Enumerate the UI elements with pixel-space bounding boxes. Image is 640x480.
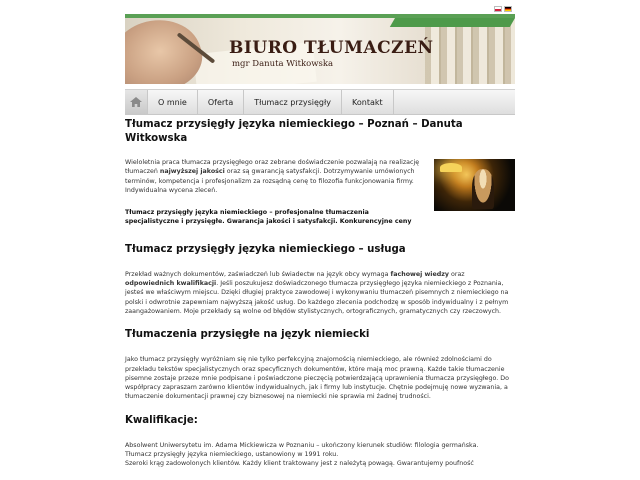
section-tlumaczenia-text: Jako tłumacz przysięgły wyróżniam się nie tylko perfekcyjną znajomością niemieckiego, ale również zdolnościami do przekładu tekstów specjalistycznych oraz specyficznych dokumentów, które mają moc prawną. Każde takie tłumaczenie pisemne zostaje przeze mnie podpisane i poświadczone pieczęcią potwierdzającą uprawnienia tłumacza przysięgłego. Do współpracy zapraszam zarówno klientów indywidualnych, jak i firmy lub instytucje. Chętnie podejmuję nowe wyzwania, a tłumaczenie dokumentacji prawnej czy biznesowej na niemiecki nie sprawia mi żadnej trudności. [125, 356, 510, 401]
usluga-text-1: Przekład ważnych dokumentów, zaświadczeń lub świadectw na język obcy wymaga [125, 270, 391, 278]
flag-de-icon[interactable] [504, 6, 512, 12]
usluga-text-3: . Jeśli poszukujesz doświadczonego tłumacza przysięgłego języka niemieckiego z Poznania, jesteś we właściwym miejscu. Dzięki długiej praktyce zawodowej i wykonywaniu tłumaczeń pisemnych z niemieckiego na polski i odwrotnie zapewniam najwyższą jakość usług. Do każdego zlecenia podchodzę w sposób indywidualny i z pełnym zaangażowaniem. Moje przekłady są wolne od błędów stylistycznych, ortograficznych, gramatycznych czy rzeczowych. [125, 280, 509, 315]
banner-columns-image [425, 18, 515, 84]
nav-home[interactable] [125, 90, 148, 114]
section-usluga-text [125, 270, 515, 316]
language-switcher [494, 6, 512, 12]
header-banner [125, 18, 515, 84]
site-subtitle: mgr Danuta Witkowska [232, 59, 334, 69]
site-title[interactable]: BIURO TŁUMACZEŃ [229, 38, 434, 58]
usluga-emphasis-1: fachowej wiedzy [390, 270, 449, 278]
intro-paragraph [125, 158, 425, 195]
nav-item-oferta[interactable]: Oferta [198, 90, 244, 114]
main-content [125, 118, 515, 469]
usluga-text-2: oraz [449, 270, 465, 278]
section-kwalifikacje-heading: Kwalifikacje: [125, 414, 198, 426]
intro-emphasis: najwyższej jakości [159, 168, 225, 176]
intro-text [125, 158, 425, 236]
page-title: Tłumacz przysięgły języka niemieckiego – Poznań – Danuta Witkowska [125, 119, 463, 144]
main-nav [125, 89, 515, 115]
usluga-emphasis-2: odpowiednich kwalifikacji [125, 280, 217, 288]
intro-tagline: Tłumacz przysięgły języka niemieckiego – profesjonalne tłumaczenia specjalistyczne i przysięgłe. Gwarancja jakości i satysfakcji. Konkurencyjne ceny [125, 209, 412, 226]
home-icon [129, 96, 143, 108]
kwalifikacje-line-3: Szeroki krąg zadowolonych klientów. Każdy klient traktowany jest z należytą powagą. Gwarantujemy poufność [125, 460, 474, 468]
nav-item-kontakt[interactable]: Kontakt [342, 90, 394, 114]
flag-pl-icon[interactable] [494, 6, 502, 12]
kwalifikacje-line-2: Tłumacz przysięgły języka niemieckiego, ustanowiony w 1991 roku. [125, 451, 339, 459]
site-header [125, 14, 515, 115]
intro-block [125, 158, 515, 236]
section-usluga-heading: Tłumacz przysięgły języka niemieckiego – usługa [125, 243, 406, 255]
section-kwalifikacje-text [125, 441, 515, 469]
nav-item-o-mnie[interactable]: O mnie [148, 90, 198, 114]
kwalifikacje-line-1: Absolwent Uniwersytetu im. Adama Mickiewicza w Poznaniu – ukończony kierunek studiów: filologia germańska. [125, 441, 479, 449]
section-tlumaczenia-heading: Tłumaczenia przysięgłe na język niemiecki [125, 329, 370, 341]
photo-lamp [440, 163, 462, 172]
intro-text-2: oraz są gwarancją satysfakcji. Dotrzymywanie umówionych terminów, kompetencja i profesjonalizm za rozsądną cenę to filozofia funkcjonowania firmy. Indywidualna wycena zleceń. [125, 168, 415, 194]
photo-person [472, 169, 494, 209]
banner-green-band [390, 18, 515, 27]
translator-photo [434, 159, 515, 211]
intro-text-1: Wieloletnia praca tłumacza przysięgłego oraz zebrane doświadczenie pozwalają na realizację tłumaczeń [125, 159, 420, 176]
nav-item-tlumacz-przysiegly[interactable]: Tłumacz przysięgły [244, 90, 342, 114]
